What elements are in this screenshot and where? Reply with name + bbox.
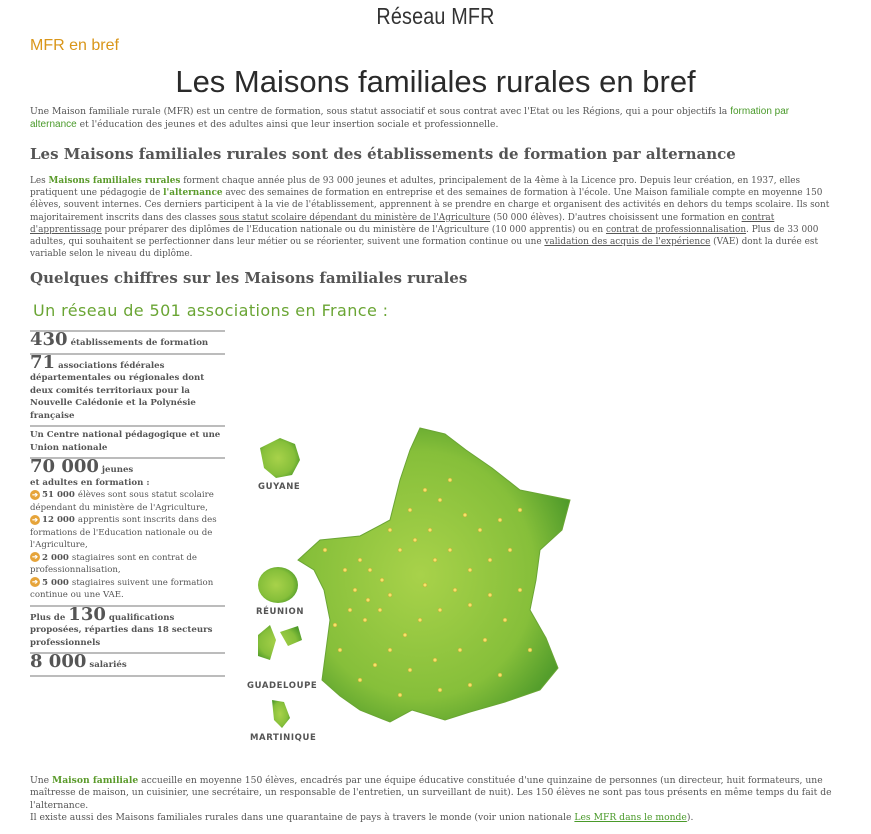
stat-associations: 71 associations fédérales départementales ou régionales dont deux comités territoriaux pour la Nouvelle Calédonie et la Polynésie française	[30, 355, 225, 428]
apprentissage-link[interactable]: contrat d'apprentissage	[30, 212, 775, 235]
france-mainland-shape	[298, 428, 570, 722]
martinique-shape	[272, 700, 290, 728]
statut-scolaire-link[interactable]: sous statut scolaire dépendant du ministère de l'Agriculture	[219, 212, 491, 223]
stat-jeunes-adultes: 70 000 jeunes et adultes en formation : ➔ 51 000 élèves sont sous statut scolaire dépendant du ministère de l'Agriculture, ➔ 12 000 apprentis sont inscrits dans des formations de l'Education nationale ou de l'Agriculture, ➔ 2 000 stagiaires sont en contrat de professionnalisation, ➔ 5 000 stagiaires suivent une formation continue ou une VAE.	[30, 459, 225, 607]
guadeloupe-shape	[258, 625, 302, 660]
reunion-label: RÉUNION	[256, 607, 305, 617]
martinique-label: MARTINIQUE	[250, 733, 317, 743]
arrow-right-icon: ➔	[30, 490, 40, 500]
section1-heading: Les Maisons familiales rurales sont des établissements de formation par alternance	[30, 145, 736, 163]
stat-salaries: 8 000 salariés	[30, 654, 225, 677]
arrow-right-icon: ➔	[30, 577, 40, 587]
footer-text: Une Maison familiale accueille en moyenne 150 élèves, encadrés par une équipe éducative constituée d'une quinzaine de personnes (un directeur, huit formateurs, une maîtresse de maison, un cuisinier, une secrétaire, un responsable de l'entretien, un surveillant de nuit). Les 150 élèves ne sont pas tous présents en même temps du fait de l'alternance. Il existe aussi des Maisons familiales rurales dans une quarantaine de pays à travers le monde (voir union nationale Les MFR dans le monde).	[30, 775, 832, 823]
france-map	[240, 420, 585, 765]
guyane-label: GUYANE	[258, 482, 301, 492]
mfr-monde-link[interactable]: Les MFR dans le monde	[574, 811, 687, 823]
vae-link[interactable]: validation des acquis de l'expérience	[544, 237, 711, 248]
site-title: Réseau MFR	[376, 3, 495, 29]
professionnalisation-link[interactable]: contrat de professionnalisation	[605, 224, 747, 235]
section1-paragraph: Les Maisons familiales rurales forment chaque année plus de 93 000 jeunes et adultes, principalement de la 4ème à la Licence pro. Depuis leur création, en 1937, elles pratiquent une pédagogie de l'alternance avec des semaines de formation en entreprise et des semaines de formation à l'école. Une Maison familiale compte en moyenne 150 élèves, souvent internes. Ces derniers participent à la vie de l'établissement, apprennent à se prendre en charge et organisent des activités en dehors du temps scolaire. Ils sont majoritairement inscrits dans des classes sous statut scolaire dépendant du ministère de l'Agriculture (50 000 élèves). D'autres choisissent une formation en contrat d'apprentissage pour préparer des diplômes de l'Education nationale ou du ministère de l'Agriculture (10 000 apprentis) ou en contrat de professionnalisation. Plus de 33 000 adultes, qui souhaitent se perfectionner dans leur métier ou se réorienter, suivent une formation continue ou une validation des acquis de l'expérience (VAE) dont la durée est variable selon le niveau du diplôme.	[30, 176, 830, 260]
breadcrumb[interactable]: MFR en bref	[30, 37, 119, 54]
arrow-right-icon: ➔	[30, 515, 40, 525]
guyane-shape	[260, 438, 300, 478]
stat-centre-national: Un Centre national pédagogique et une Union nationale	[30, 427, 225, 459]
stats-panel	[30, 330, 225, 677]
intro-paragraph: Une Maison familiale rurale (MFR) est un centre de formation, sous statut associatif et sous contrat avec l'Etat ou les Régions, qui a pour objectifs la formation par alternance et l'éducation des jeunes et des adultes ainsi que leur insertion sociale et professionnelle.	[30, 106, 790, 130]
page-title: Les Maisons familiales rurales en bref	[175, 64, 696, 99]
stat-qualifications: Plus de 130 qualifications proposées, réparties dans 18 secteurs professionnels	[30, 607, 225, 655]
network-title: Un réseau de 501 associations en France :	[33, 301, 389, 320]
stat-etablissements: 430 établissements de formation	[30, 330, 225, 355]
guadeloupe-label: GUADELOUPE	[247, 681, 318, 691]
formation-alternance-link[interactable]: formation par alternance	[30, 106, 790, 130]
arrow-right-icon: ➔	[30, 552, 40, 562]
section2-heading: Quelques chiffres sur les Maisons familiales rurales	[30, 269, 468, 287]
reunion-shape	[258, 567, 298, 603]
